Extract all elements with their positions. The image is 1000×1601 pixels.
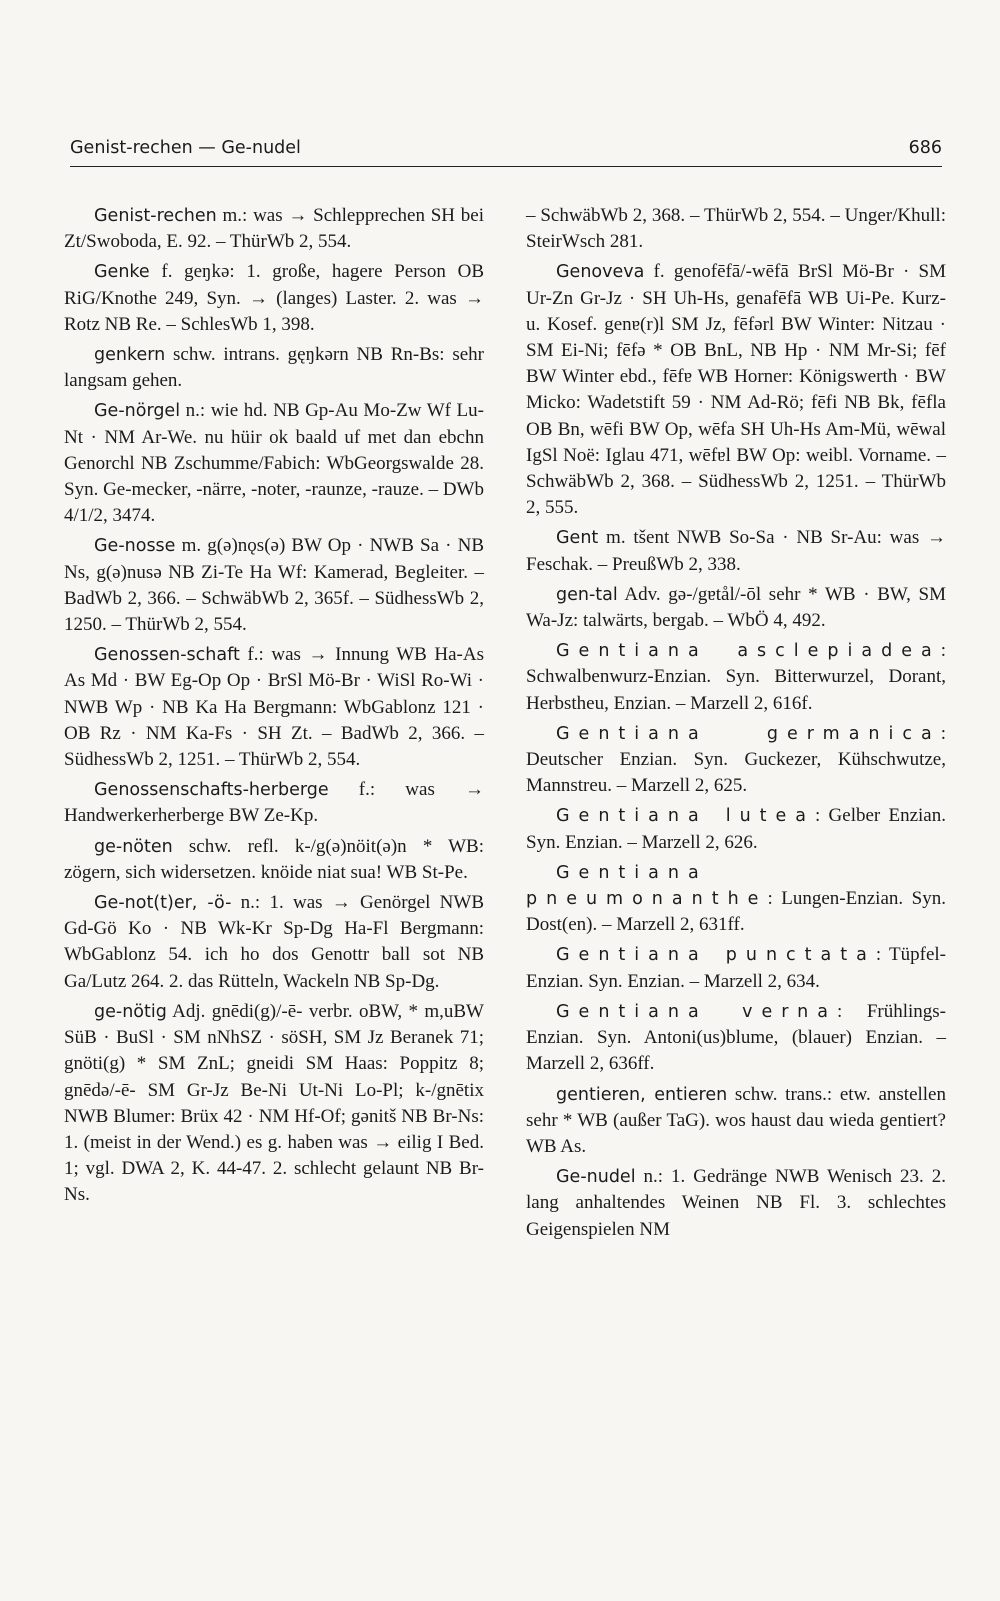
dictionary-entry (64, 834, 484, 886)
headword: Genossen-schaft (94, 645, 240, 666)
dictionary-entry (64, 999, 484, 1209)
entry-text: : Lungen-Enzian. Syn. Dost(en). – Marzell 2, 631ff. (526, 888, 946, 936)
entry-text: Adj. gnēdi(g)/-ē- verbr. oBW, * m,uBW SüB · BuSl · SM nNhSZ · söSH, SM Jz Beranek 71; gnöti(g) * SM ZnL; gneidi SM Haas: Poppitz 8; gnēdə/-ē- SM Gr-Jz Be-Ni Ut-Ni Lo-Pl; k-/gnētix NWB Blumer: Brüx 42 · NM Hf-Of; gənitš NB Br-Ns: 1. (meist in der Wend.) es g. haben was → eilig I Bed. 1; vgl. DWA 2, K. 44-47. 2. schlecht gelaunt NB Br-Ns. (64, 1000, 484, 1206)
headword: Genoveva (556, 262, 645, 283)
entry-text: f. geŋkə: 1. große, hagere Person OB RiG/Knothe 249, Syn. → (langes) Laster. 2. was → Rotz NB Re. – SchlesWb 1, 398. (64, 261, 484, 335)
headword: Gentiana punctata (556, 945, 876, 966)
dictionary-entry (64, 890, 484, 995)
entry-text: schw. intrans. gęŋkərn NB Rn-Bs: sehr langsam gehen. (64, 344, 484, 392)
entry-text: : Tüpfel-Enzian. Syn. Enzian. – Marzell 2, 634. (526, 944, 946, 992)
dictionary-entry (526, 1082, 946, 1161)
dictionary-entry (64, 342, 484, 394)
entry-text: f.: was → Innung WB Ha-As As Md · BW Eg-Op Op · BrSl Mö-Br · WiSl Ro-Wi · NWB Wp · NB Ka Ha Bergmann: WbGablonz 121 · OB Rz · NM Ka-Fs · SH Zt. – BadWb 2, 366. – SüdhessWb 2, 1251. – ThürWb 2, 554. (64, 644, 484, 771)
dictionary-entry (526, 721, 946, 800)
headword: Ge-nudel (556, 1167, 636, 1188)
dictionary-entry (64, 398, 484, 529)
dictionary-entry (526, 942, 946, 994)
dictionary-entry (64, 642, 484, 773)
running-header (70, 136, 942, 167)
headword: Gentiana asclepiadea (556, 641, 941, 662)
entry-text: m.: was → Schlepprechen SH bei Zt/Swoboda, E. 92. – ThürWb 2, 554. (64, 205, 484, 253)
headword: Ge-nosse (94, 536, 176, 557)
dictionary-entry (526, 582, 946, 634)
left-column (64, 203, 484, 1213)
entry-text: n.: wie hd. NB Gp-Au Mo-Zw Wf Lu-Nt · NM Ar-We. nu hüir ok baald uf met dan ebchn Genorchl NB Zschumme/Fabich: WbGeorgswalde 28. Syn. Ge-mecker, -närre, -noter, -raunze, -rauze. – DWb 4/1/2, 3474. (64, 400, 484, 527)
headword: Gentiana verna (556, 1001, 837, 1022)
entry-text: f. genofēfā/-wēfā BrSl Mö-Br · SM Ur-Zn Gr-Jz · SH Uh-Hs, genafēfā WB Ui-Pe. Kurz- u. Kosef. genɐ(r)l SM Jz, fēfərl BW Winter: Nitzau · SM Ei-Ni; fēfə * OB BnL, NB Hp · NM Mr-Si; fēf BW Winter ebd., fēfɐ WB Horner: Königswerth · BW Micko: Wadetstift 59 · NM Ad-Rö; fēfi NB Bk, fēfla OB Bn, wēfi BW Op, wēfa SH Uh-Hs Am-Mü, wēwal IgSl Noë: Iglau 471, wēfɐl BW Op: weibl. Vorname. – SchwäbWb 2, 368. – SüdhessWb 2, 1251. – ThürWb 2, 555. (526, 261, 946, 519)
dictionary-entry (526, 803, 946, 855)
headword: Ge-not(t)er, -ö- (94, 893, 232, 914)
entry-text: : Schwalbenwurz-Enzian. Syn. Bitterwurzel, Dorant, Herbstheu, Enzian. – Marzell 2, 616f. (526, 640, 946, 714)
headword: Gentiana germanica (556, 723, 941, 744)
dictionary-entry (526, 1164, 946, 1243)
right-column (526, 203, 946, 1247)
headword: Gentiana lutea (556, 806, 816, 827)
dictionary-entry (526, 638, 946, 717)
dictionary-entry (64, 777, 484, 829)
dictionary-entry (64, 259, 484, 338)
dictionary-entry (526, 203, 946, 255)
entry-text: f.: was → Handwerkerherberge BW Ze-Kp. (64, 779, 484, 827)
header-title: Genist-rechen — Ge-nudel (70, 138, 301, 158)
dictionary-entry (526, 525, 946, 577)
dictionary-entry (526, 860, 946, 939)
entry-text: – SchwäbWb 2, 368. – ThürWb 2, 554. – Unger/Khull: SteirWsch 281. (526, 205, 946, 253)
dictionary-entry (526, 259, 946, 521)
headword: ge-nötig (94, 1001, 167, 1022)
entry-text: : Frühlings-Enzian. Syn. Antoni(us)blume, (blauer) Enzian. – Marzell 2, 636ff. (526, 1000, 946, 1075)
entry-text: Adv. gə-/gɐtål/-ōl sehr * WB · BW, SM Wa-Jz: talwärts, bergab. – WbÖ 4, 492. (526, 583, 946, 632)
entry-text: n.: 1. was → Genörgel NWB Gd-Gö Ko · NB Wk-Kr Sp-Dg Ha-Fl Bergmann: WbGablonz 54. ich ho dos Genottr ball sot NB Ga/Lutz 264. 2. das Rütteln, Wackeln NB Sp-Dg. (64, 892, 484, 992)
headword: Gentiana pneumonanthe (526, 862, 768, 910)
dictionary-entry (64, 533, 484, 638)
headword: Genossenschafts-herberge (94, 780, 329, 801)
entry-text: n.: 1. Gedränge NWB Wenisch 23. 2. lang anhaltendes Weinen NB Fl. 3. schlechtes Geigenspielen NM (526, 1166, 946, 1240)
headword: Genke (94, 262, 150, 283)
headword: gentieren, entieren (556, 1084, 728, 1105)
entry-text: m. tšent NWB So-Sa · NB Sr-Au: was → Feschak. – PreußWb 2, 338. (526, 527, 946, 575)
entry-text: : Deutscher Enzian. Syn. Guckezer, Kühschwutze, Mannstreu. – Marzell 2, 625. (526, 722, 946, 797)
headword: Gent (556, 528, 599, 549)
headword: Genist-rechen (94, 206, 217, 226)
headword: ge-nöten (94, 836, 173, 857)
headword: gen-tal (556, 584, 618, 605)
entry-text: m. g(ə)nǫs(ə) BW Op · NWB Sa · NB Ns, g(ə)nusə NB Zi-Te Ha Wf: Kamerad, Begleiter. – BadWb 2, 366. – SchwäbWb 2, 365f. – SüdhessWb 2, 1250. – ThürWb 2, 554. (64, 535, 484, 636)
headword: genkern (94, 345, 166, 366)
headword: Ge-nörgel (94, 401, 181, 422)
page-number: 686 (908, 138, 942, 158)
entry-text: : Gelber Enzian. Syn. Enzian. – Marzell 2, 626. (526, 805, 946, 853)
entry-text: schw. trans.: etw. anstellen sehr * WB (außer TaG). wos haust dau wieda gentiert? WB As. (526, 1083, 946, 1157)
entry-text: schw. refl. k-/g(ə)nöit(ə)n * WB: zögern, sich widersetzen. knöide niat sua! WB St-Pe. (64, 835, 484, 883)
dictionary-entry (64, 203, 484, 255)
dictionary-entry (526, 999, 946, 1078)
